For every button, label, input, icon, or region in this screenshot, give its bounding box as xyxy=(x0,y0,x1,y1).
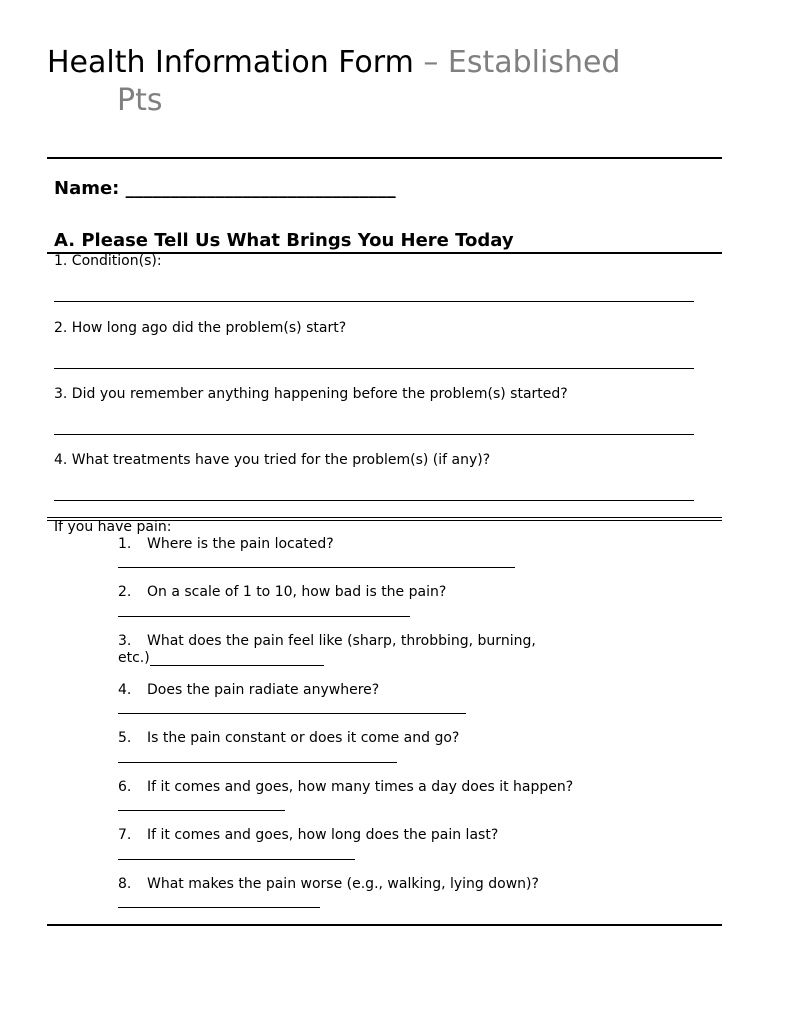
pain-answer-line-3[interactable] xyxy=(150,665,324,666)
pain-item-7 xyxy=(118,827,498,844)
form-title-dash: – Established xyxy=(413,45,621,80)
pain-item-number: 5. xyxy=(118,730,132,746)
pain-answer-line-1[interactable] xyxy=(118,567,515,568)
pain-item-number: 6. xyxy=(118,779,132,795)
pain-item-text: Where is the pain located? xyxy=(147,536,334,552)
pain-answer-line-7[interactable] xyxy=(118,859,355,860)
pain-item-6 xyxy=(118,779,573,796)
form-title-line2: Pts xyxy=(117,83,163,118)
name-field[interactable] xyxy=(54,178,396,199)
pain-item-number: 4. xyxy=(118,682,132,698)
pain-answer-line-6[interactable] xyxy=(118,810,285,811)
name-blank[interactable]: ______________________________ xyxy=(125,178,396,199)
pain-answer-line-4[interactable] xyxy=(118,713,466,714)
question-4: 4. What treatments have you tried for the problem(s) (if any)? xyxy=(54,452,491,468)
pain-item-3-continued: etc.) xyxy=(118,650,150,666)
pain-item-3 xyxy=(118,633,536,650)
answer-line-2[interactable] xyxy=(54,368,694,369)
question-1: 1. Condition(s): xyxy=(54,253,162,269)
pain-answer-line-5[interactable] xyxy=(118,762,397,763)
pain-item-text: What makes the pain worse (e.g., walking, lying down)? xyxy=(147,876,539,892)
pain-answer-line-2[interactable] xyxy=(118,616,410,617)
pain-item-number: 7. xyxy=(118,827,132,843)
pain-answer-line-8[interactable] xyxy=(118,907,320,908)
question-2: 2. How long ago did the problem(s) start? xyxy=(54,320,347,336)
form-title xyxy=(47,44,707,81)
bottom-divider xyxy=(47,924,722,926)
pain-item-4 xyxy=(118,682,379,699)
pain-item-number: 2. xyxy=(118,584,132,600)
form-title-main: Health Information Form xyxy=(47,45,414,80)
pain-item-2 xyxy=(118,584,446,601)
pain-item-8 xyxy=(118,876,539,893)
pain-item-text: If it comes and goes, how long does the pain last? xyxy=(147,827,499,843)
pain-item-1 xyxy=(118,536,334,553)
pain-item-text: On a scale of 1 to 10, how bad is the pain? xyxy=(147,584,447,600)
pain-item-text: What does the pain feel like (sharp, throbbing, burning, xyxy=(147,633,536,649)
answer-line-4[interactable] xyxy=(54,500,694,501)
top-divider xyxy=(47,157,722,159)
answer-line-1[interactable] xyxy=(54,301,694,302)
question-3: 3. Did you remember anything happening before the problem(s) started? xyxy=(54,386,568,402)
pain-item-5 xyxy=(118,730,459,747)
pain-divider-top xyxy=(47,517,722,518)
pain-item-text: Is the pain constant or does it come and go? xyxy=(147,730,460,746)
pain-intro: If you have pain: xyxy=(54,519,172,535)
pain-item-text: If it comes and goes, how many times a day does it happen? xyxy=(147,779,574,795)
section-a-heading: A. Please Tell Us What Brings You Here Today xyxy=(54,230,514,251)
pain-item-text: Does the pain radiate anywhere? xyxy=(147,682,380,698)
name-label: Name: xyxy=(54,178,120,199)
pain-item-number: 8. xyxy=(118,876,132,892)
answer-line-3[interactable] xyxy=(54,434,694,435)
pain-item-number: 1. xyxy=(118,536,132,552)
pain-item-number: 3. xyxy=(118,633,132,649)
